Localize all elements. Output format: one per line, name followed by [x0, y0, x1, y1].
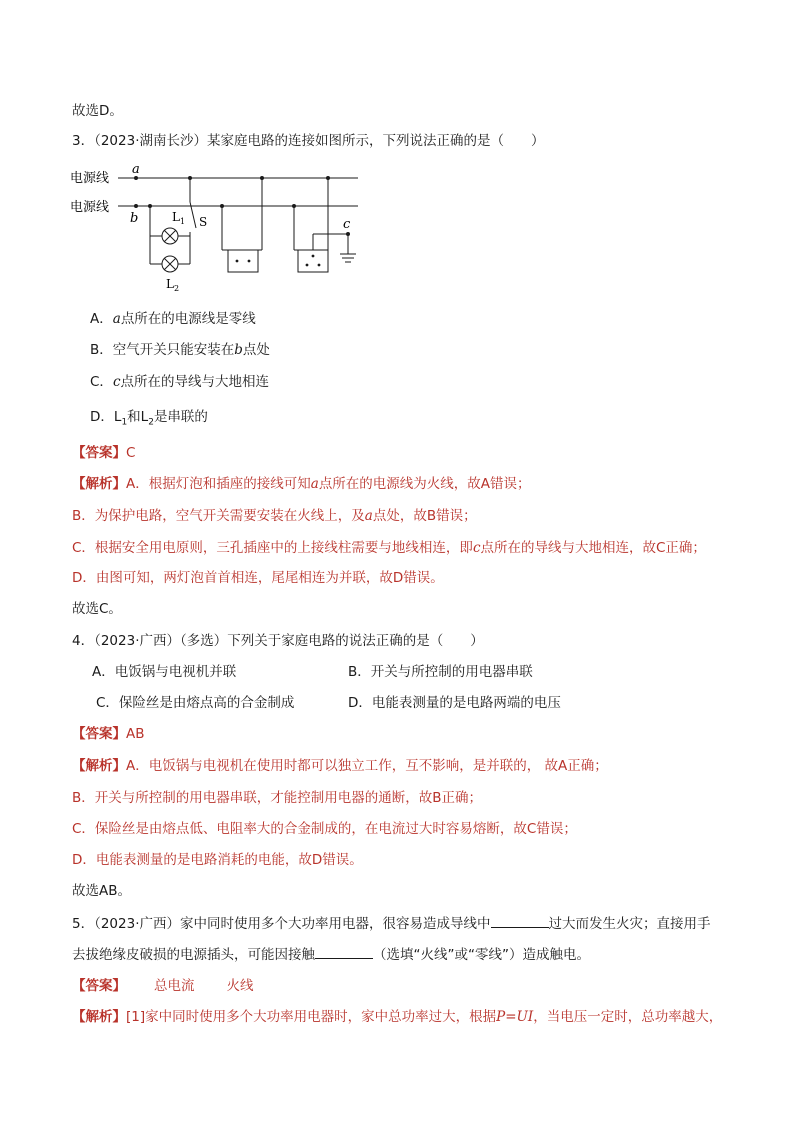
q4-option-c: C．保险丝是由熔点高的合金制成	[96, 695, 295, 711]
q4-conclusion: 故选AB。	[72, 883, 131, 899]
q3-analysis-3: C．根据安全用电原则，三孔插座中的上接线柱需要与地线相连，即c点所在的导线与大地相连，故C正确；	[72, 540, 706, 556]
q5-blank-1	[491, 913, 549, 928]
q3-option-b: B．空气开关只能安装在b点处	[90, 342, 270, 358]
q3-conclusion: 故选C。	[72, 601, 122, 617]
q4-option-d: D．电能表测量的是电路两端的电压	[348, 695, 561, 711]
q4-answer: 【答案】AB	[72, 726, 145, 742]
q3-analysis-4: D．由图可知，两灯泡首首相连，尾尾相连为并联，故D错误。	[72, 570, 444, 586]
q3-option-d: D．$L_1$和$L_2$是串联的	[90, 409, 208, 428]
q4-stem: 4．（2023·广西）（多选）下列关于家庭电路的说法正确的是（ ）	[72, 633, 484, 649]
line-label-1: 电源线	[70, 171, 110, 186]
q5-stem-2: 去拔绝缘皮破损的电源插头，可能因接触 （选填“火线”或“零线”）造成触电。	[72, 944, 590, 965]
lamp-l1-label: $L_1$	[172, 210, 186, 226]
q4-option-b: B．开关与所控制的用电器串联	[348, 664, 533, 680]
point-a-label: a	[132, 162, 140, 177]
point-c-label: c	[343, 217, 351, 232]
q3-answer: 【答案】C	[72, 445, 136, 461]
q5-analysis-1: 【解析】[1]家中同时使用多个大功率用电器时，家中总功率过大，根据P=UI，当电压一定时，总功率越大，	[72, 1009, 723, 1025]
q4-option-a: A．电饭锅与电视机并联	[92, 664, 237, 680]
q3-option-a: A．a点所在的电源线是零线	[90, 311, 256, 327]
q3-stem: 3．（2023·湖南长沙）某家庭电路的连接如图所示，下列说法正确的是（ ）	[72, 133, 545, 149]
q5-stem-1: 5．（2023·广西）家中同时使用多个大功率用电器，很容易造成导线中 过大而发生火灾；直接用手	[72, 913, 711, 934]
q4-analysis-3: C．保险丝是由熔点低、电阻率大的合金制成的，在电流过大时容易熔断，故C错误；	[72, 821, 577, 837]
circuit-diagram	[66, 158, 376, 298]
lamp-l2-label: $L_2$	[166, 277, 180, 293]
q2-conclusion: 故选D。	[72, 103, 123, 119]
q3-analysis-1: 【解析】A．根据灯泡和插座的接线可知a点所在的电源线为火线，故A错误；	[72, 476, 531, 492]
q3-analysis-2: B．为保护电路，空气开关需要安装在火线上，及a点处，故B错误；	[72, 508, 477, 524]
q5-answer: 【答案】 总电流 火线	[72, 978, 254, 994]
q4-analysis-2: B．开关与所控制的用电器串联，才能控制用电器的通断，故B正确；	[72, 790, 483, 806]
q4-analysis-4: D．电能表测量的是电路消耗的电能，故D错误。	[72, 852, 363, 868]
q4-analysis-1: 【解析】A．电饭锅与电视机在使用时都可以独立工作，互不影响，是并联的， 故A正确；	[72, 758, 608, 774]
line-label-2: 电源线	[70, 200, 110, 215]
three-hole-socket	[298, 250, 328, 272]
two-hole-socket	[228, 250, 258, 272]
q3-option-c: C．c点所在的导线与大地相连	[90, 374, 269, 390]
point-b-label: b	[130, 211, 139, 226]
q5-blank-2	[315, 944, 373, 959]
switch-label: S	[199, 215, 208, 229]
